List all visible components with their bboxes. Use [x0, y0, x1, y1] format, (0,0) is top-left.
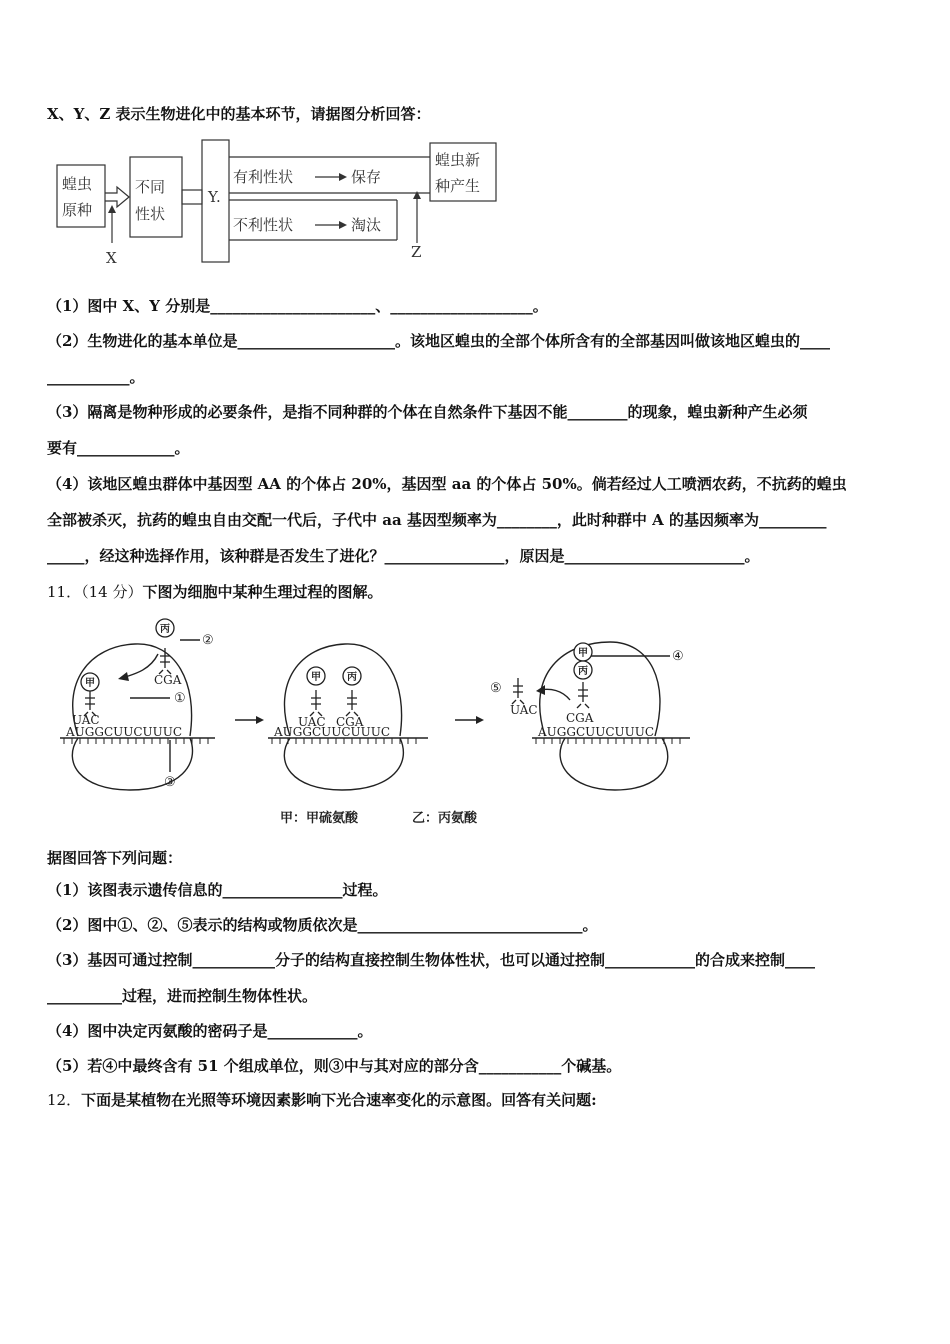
new-species-text-2: 种产生	[435, 177, 481, 195]
bing-circle-1: 丙	[160, 624, 170, 635]
legend-yi: 乙：丙氨酸	[412, 811, 478, 826]
z-label: Z	[411, 243, 422, 261]
translation-diagram	[50, 612, 710, 834]
preserve-label: 保存	[351, 168, 382, 186]
bing-circle-3: 丙	[578, 666, 588, 677]
jia-circle-3: 甲	[578, 648, 588, 659]
q11-sub3a: （3）基因可通过控制___________分子的结构直接控制生物体性状，也可以通过控制____________的合成来控制____	[47, 951, 815, 969]
mrna-seq-1: AUGGCUUCUUUC	[66, 725, 183, 739]
q12-stem: 下面是某植物在光照等环境因素影响下光合速率变化的示意图。回答有关问题:	[81, 1091, 597, 1109]
q11-lead: 据图回答下列问题：	[47, 849, 183, 867]
box-different-traits	[130, 157, 182, 237]
ribosome-small-2	[284, 738, 403, 790]
evolution-diagram	[45, 135, 515, 270]
mark-5: ⑤	[490, 681, 502, 696]
q11-stem: 下图为细胞中某种生理过程的图解。	[142, 583, 383, 601]
eliminate-label: 淘汰	[351, 216, 382, 234]
q10-sub4c: _____，经这种选择作用，该种群是否发生了进化？________________，原因是________________________。	[47, 547, 760, 565]
q11-sub5: （5）若④中最终含有 51 个组成单位，则③中与其对应的部分含___________个碱基。	[47, 1057, 622, 1075]
q10-sub3b: 要有_____________。	[47, 439, 190, 457]
hollow-arrow	[105, 187, 129, 207]
ribosome-small-3	[560, 738, 668, 790]
q12-header	[47, 1090, 597, 1110]
mrna-seq-3: AUGGCUUCUUUC	[538, 725, 655, 739]
q11-header	[47, 582, 382, 602]
x-label: X	[106, 249, 117, 267]
q10-sub2b: ___________。	[47, 368, 145, 386]
bing-circle-2: 丙	[347, 672, 357, 683]
anticodon-cga-3: CGA	[566, 711, 594, 725]
q10-intro: X、Y、Z 表示生物进化中的基本环节，请据图分析回答：	[47, 105, 431, 123]
mark-3: ③	[164, 775, 176, 790]
q10-sub4a: （4）该地区蝗虫群体中基因型 AA 的个体占 20%，基因型 aa 的个体占 50%。倘若经过人工喷洒农药，不抗药的蝗虫	[47, 475, 847, 493]
mrna-seq-2: AUGGCUUCUUUC	[274, 725, 391, 739]
traits-text-2: 性状	[135, 205, 166, 223]
anticodon-uac-3: UAC	[510, 703, 538, 717]
y-label: Y.	[208, 188, 221, 206]
q11-sub2: （2）图中①、②、⑤表示的结构或物质依次是______________________________。	[47, 916, 598, 934]
jia-circle-1: 甲	[85, 678, 95, 689]
q12-number: 12．	[47, 1091, 82, 1109]
anticodon-cga-2: CGA	[336, 715, 364, 729]
mark-2: ②	[202, 633, 214, 648]
q10-sub4b: 全部被杀灭，抗药的蝗虫自由交配一代后，子代中 aa 基因型频率为________，此时种群中 A 的基因频率为_________	[47, 511, 827, 529]
q11-sub1: （1）该图表示遗传信息的________________过程。	[47, 881, 388, 899]
anticodon-uac-2: UAC	[298, 715, 326, 729]
q11-score: （14 分）	[81, 583, 143, 601]
q11-sub3b: __________过程，进而控制生物体性状。	[47, 987, 318, 1005]
q11-sub4: （4）图中决定丙氨酸的密码子是____________。	[47, 1022, 373, 1040]
q11-number: 11．	[47, 583, 82, 601]
unfavorable-trait: 不利性状	[233, 216, 294, 234]
anticodon-cga-1: CGA	[154, 673, 182, 687]
mark-4: ④	[672, 649, 684, 664]
q10-sub3a: （3）隔离是物种形成的必要条件，是指不同种群的个体在自然条件下基因不能________的现象，蝗虫新种产生必须	[47, 403, 808, 421]
q10-sub1: （1）图中 X、Y 分别是______________________、___________________。	[47, 297, 548, 315]
legend-jia: 甲：甲硫氨酸	[280, 811, 359, 826]
favorable-trait: 有利性状	[233, 168, 294, 186]
origin-text-2: 原种	[62, 201, 93, 219]
origin-text-1: 蝗虫	[62, 175, 93, 193]
new-species-text-1: 蝗虫新	[435, 151, 481, 169]
jia-circle-2: 甲	[311, 672, 321, 683]
q10-sub2a: （2）生物进化的基本单位是_____________________。该地区蝗虫的全部个体所含有的全部基因叫做该地区蝗虫的____	[47, 332, 830, 350]
anticodon-uac-1: UAC	[72, 713, 100, 727]
box-y-connector	[182, 190, 202, 204]
traits-text-1: 不同	[135, 178, 166, 196]
mark-1: ①	[174, 691, 186, 706]
